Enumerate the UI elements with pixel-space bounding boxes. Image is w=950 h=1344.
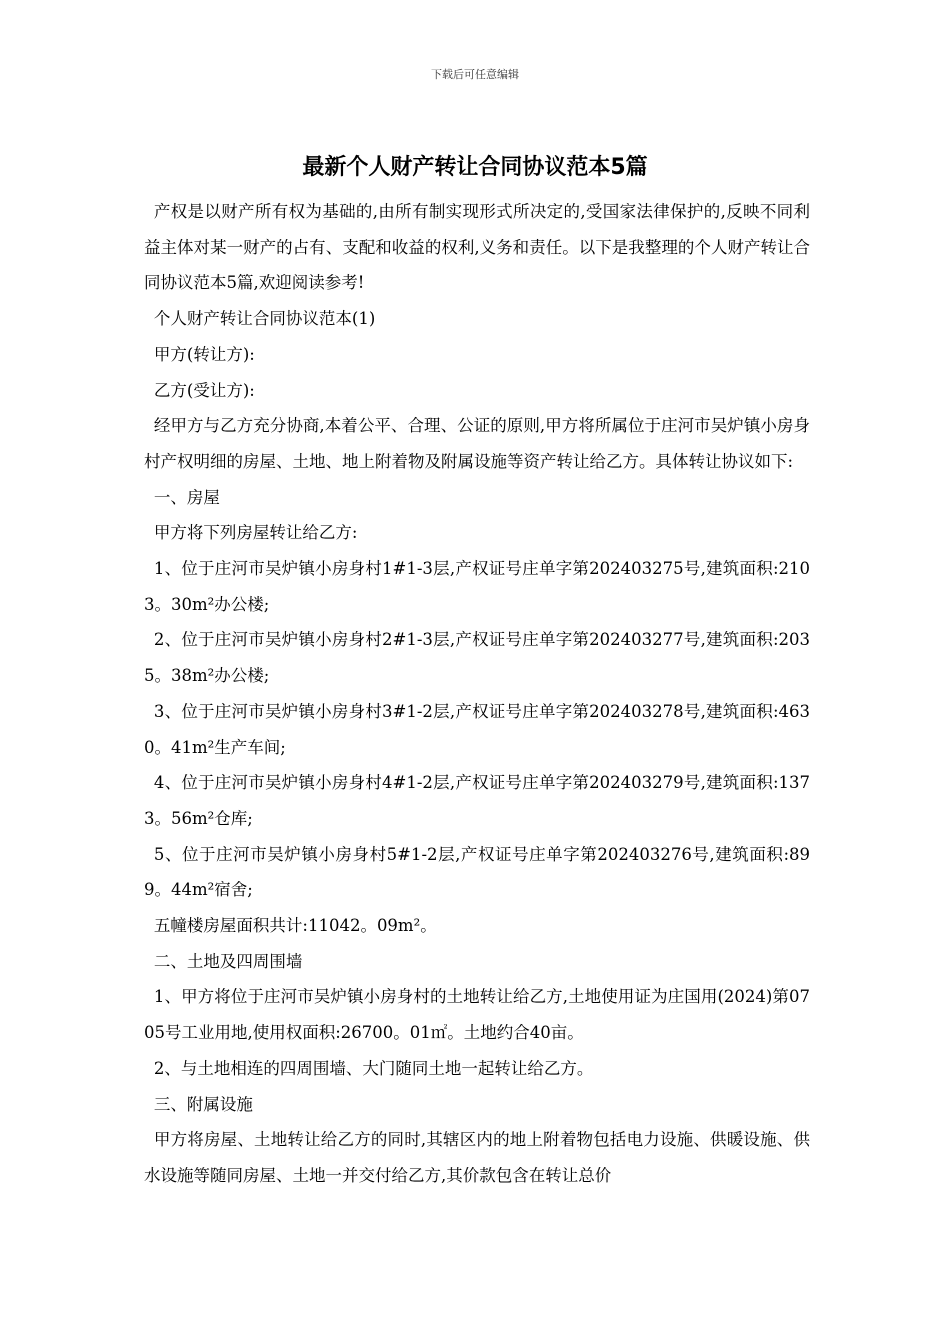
paragraph-house-total: 五幢楼房屋面积共计:11042。09m²。 xyxy=(153,916,437,936)
list-item-house-3: 3、位于庄河市吴炉镇小房身村3#1-2层,产权证号庄单字第202403278号,建筑面积:4630。41m²生产车间; xyxy=(144,701,810,757)
paragraph-subtitle: 个人财产转让合同协议范本(1) xyxy=(153,309,376,329)
document-body xyxy=(144,194,810,1194)
list-item-land-1: 1、甲方将位于庄河市吴炉镇小房身村的土地转让给乙方,土地使用证为庄国用(2024)第0705号工业用地,使用权面积:26700。01㎡。土地约合40亩。 xyxy=(144,987,810,1043)
list-item-house-4: 4、位于庄河市吴炉镇小房身村4#1-2层,产权证号庄单字第202403279号,建筑面积:1373。56m²仓库; xyxy=(144,773,810,828)
header-note: 下载后可任意编辑 xyxy=(431,68,519,81)
section-heading-house: 一、房屋 xyxy=(153,487,220,507)
section-heading-facilities: 三、附属设施 xyxy=(153,1094,253,1114)
paragraph-party-b: 乙方(受让方): xyxy=(153,380,255,400)
list-item-land-2: 2、与土地相连的四周围墙、大门随同土地一起转让给乙方。 xyxy=(153,1058,594,1078)
paragraph-party-a: 甲方(转让方): xyxy=(153,344,255,364)
paragraph-house-intro: 甲方将下列房屋转让给乙方: xyxy=(153,523,358,543)
paragraph-intro: 产权是以财产所有权为基础的,由所有制实现形式所决定的,受国家法律保护的,反映不同利益主体对某一财产的占有、支配和收益的权利,义务和责任。以下是我整理的个人财产转让合同协议范本5篇,欢迎阅读参考! xyxy=(144,202,810,293)
section-heading-land: 二、土地及四周围墙 xyxy=(153,951,303,971)
list-item-house-2: 2、位于庄河市吴炉镇小房身村2#1-3层,产权证号庄单字第202403277号,建筑面积:2035。38m²办公楼; xyxy=(144,630,810,686)
list-item-house-1: 1、位于庄河市吴炉镇小房身村1#1-3层,产权证号庄单字第202403275号,建筑面积:2103。30m²办公楼; xyxy=(144,559,810,614)
document-title: 最新个人财产转让合同协议范本5篇 xyxy=(302,155,648,180)
list-item-house-5: 5、位于庄河市吴炉镇小房身村5#1-2层,产权证号庄单字第202403276号,建筑面积:899。44m²宿舍; xyxy=(144,844,810,900)
paragraph-agreement: 经甲方与乙方充分协商,本着公平、合理、公证的原则,甲方将所属位于庄河市吴炉镇小房身村产权明细的房屋、土地、地上附着物及附属设施等资产转让给乙方。具体转让协议如下: xyxy=(144,416,810,471)
paragraph-facilities: 甲方将房屋、土地转让给乙方的同时,其辖区内的地上附着物包括电力设施、供暖设施、供水设施等随同房屋、土地一并交付给乙方,其价款包含在转让总价 xyxy=(144,1130,810,1185)
